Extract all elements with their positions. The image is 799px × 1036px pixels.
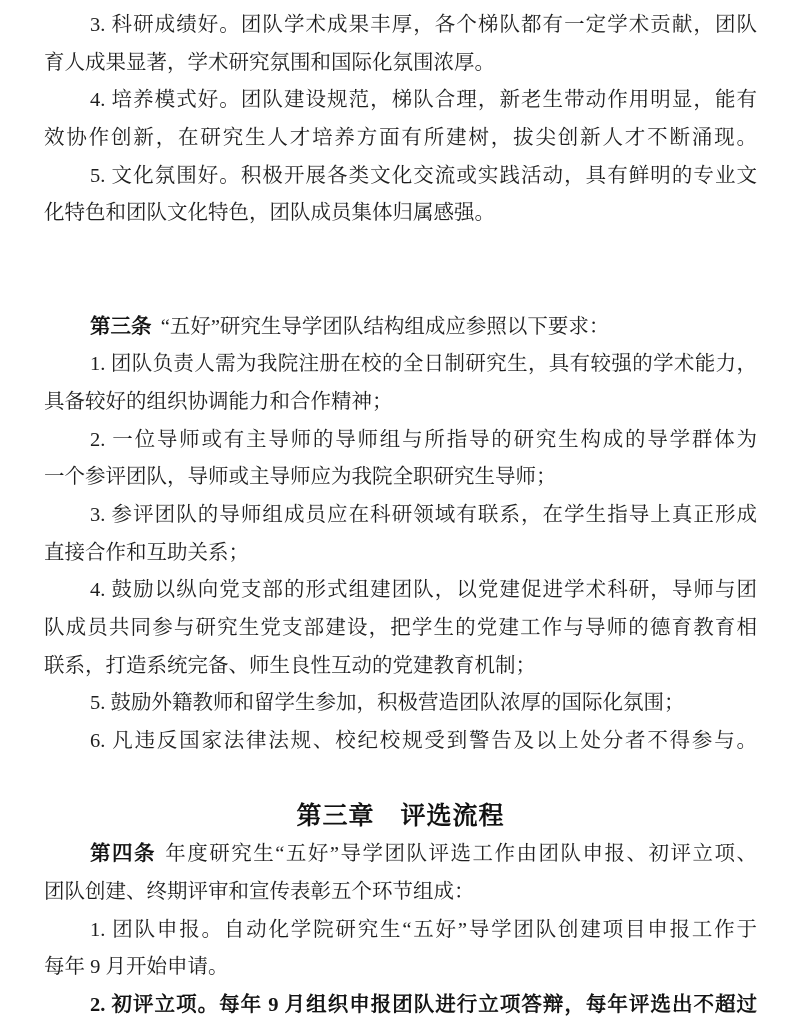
paragraph-line: [44, 987, 757, 1025]
body-text: 团队创建、终期评审和宣传表彰五个环节组成：: [44, 880, 475, 903]
article-number: 第三条: [90, 315, 152, 338]
body-text: 3. 科研成绩好。团队学术成果丰厚，各个梯队都有一定学术贡献，团队: [90, 14, 757, 36]
blank-line: [44, 761, 757, 799]
paragraph-line: [44, 459, 757, 497]
body-text: 化特色和团队文化特色，团队成员集体归属感强。: [44, 202, 495, 225]
paragraph-line: [44, 535, 757, 573]
blank-line: [44, 271, 757, 309]
body-text: 一个参评团队，导师或主导师应为我院全职研究生导师；: [44, 466, 557, 489]
paragraph-line: [44, 346, 757, 384]
blank-line: [44, 233, 757, 271]
chapter-heading: 第三章 评选流程: [296, 802, 505, 831]
body-text: 1. 团队负责人需为我院注册在校的全日制研究生，具有较强的学术能力，: [90, 353, 757, 376]
paragraph-line: [44, 45, 757, 83]
body-text: 联系，打造系统完备、师生良性互动的党建教育机制；: [44, 654, 536, 677]
body-text: 直接合作和互助关系；: [44, 541, 249, 564]
paragraph-line: [44, 648, 757, 686]
paragraph-line: [44, 685, 757, 723]
body-text: 5. 文化氛围好。积极开展各类文化交流或实践活动，具有鲜明的专业文: [90, 164, 757, 187]
body-text: 1. 团队申报。自动化学院研究生“五好”导学团队创建项目申报工作于: [90, 918, 757, 941]
paragraph-line: [44, 7, 757, 45]
paragraph-line: [44, 384, 757, 422]
paragraph-line: [44, 309, 757, 347]
body-text: 4. 培养模式好。团队建设规范，梯队合理，新老生带动作用明显，能有: [90, 89, 757, 112]
paragraph-line: [44, 497, 757, 535]
paragraph-line: [44, 949, 757, 987]
body-text: 4. 鼓励以纵向党支部的形式组建团队，以党建促进学术科研，导师与团: [90, 579, 757, 602]
paragraph-line: [44, 422, 757, 460]
body-text: 效协作创新，在研究生人才培养方面有所建树，拔尖创新人才不断涌现。: [44, 127, 757, 150]
paragraph-line: [44, 120, 757, 158]
body-text: “五好”研究生导学团队结构组成应参照以下要求：: [160, 315, 610, 338]
paragraph-line: [44, 874, 757, 912]
paragraph-line: [44, 195, 757, 233]
body-text: 2. 一位导师或有主导师的导师组与所指导的研究生构成的导学群体为: [90, 428, 757, 451]
paragraph-line: [44, 723, 757, 761]
body-text: 育人成果显著，学术研究氛围和国际化氛围浓厚。: [44, 51, 495, 74]
body-text: 2. 初评立项。每年 9 月组织申报团队进行立项答辩，每年评选出不超过: [90, 993, 757, 1016]
body-text: 队成员共同参与研究生党支部建设，把学生的党建工作与导师的德育教育相: [44, 617, 757, 639]
paragraph-line: [44, 82, 757, 120]
body-text: 年度研究生“五好”导学团队评选工作由团队申报、初评立项、: [165, 843, 758, 866]
body-text: 5. 鼓励外籍教师和留学生参加，积极营造团队浓厚的国际化氛围；: [90, 692, 685, 715]
body-text: 3. 参评团队的导师组成员应在科研领域有联系，在学生指导上真正形成: [90, 503, 757, 526]
paragraph-line: [44, 572, 757, 610]
body-text: 6. 凡违反国家法律法规、校纪校规受到警告及以上处分者不得参与。: [90, 730, 757, 753]
paragraph-line: [44, 610, 757, 648]
body-text: 具备较好的组织协调能力和合作精神；: [44, 390, 393, 413]
paragraph-line: [44, 836, 757, 874]
article-number: 第四条: [90, 843, 157, 866]
paragraph-line: [44, 912, 757, 950]
paragraph-line: [44, 158, 757, 196]
body-text: 每年 9 月开始申请。: [44, 956, 229, 979]
